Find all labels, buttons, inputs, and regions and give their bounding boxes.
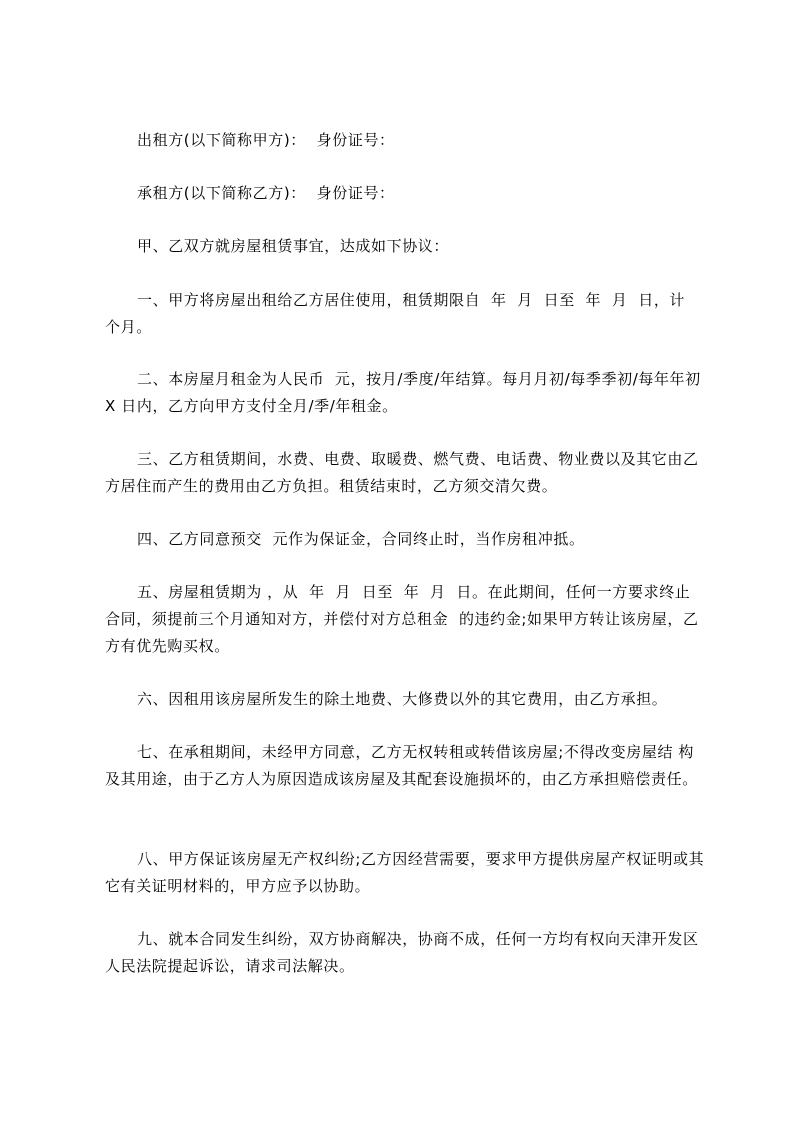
- intro-line: 甲、乙双方就房屋租赁事宜，达成如下协议：: [137, 237, 450, 255]
- clause-2: 二、本房屋月租金为人民币 元，按月/季度/年结算。每月月初/每季季初/每年年初 X 日内，乙方向甲方支付全月/季/年租金。: [105, 370, 707, 415]
- clause-9: 九、就本合同发生纠纷，双方协商解决，协商不成，任何一方均有权向天津开发区人民法院提起诉讼，请求司法解决。: [105, 930, 699, 975]
- clause-1: 一、甲方将房屋出租给乙方居住使用，租赁期限自 年 月 日至 年 月 日，计 个月。: [105, 291, 691, 336]
- clause-7: 七、在承租期间，未经甲方同意，乙方无权转租或转借该房屋;不得改变房屋结 构及其用途，由于乙方人为原因造成该房屋及其配套设施损坏的，由乙方承担赔偿责任。: [105, 743, 698, 788]
- clause-3: 三、乙方租赁期间，水费、电费、取暖费、燃气费、电话费、物业费以及其它由乙方居住而产生的费用由乙方负担。租赁结束时，乙方须交清欠费。: [105, 450, 699, 495]
- clause-8: 八、甲方保证该房屋无产权纠纷;乙方因经营需要，要求甲方提供房屋产权证明或其它有关证明材料的，甲方应予以协助。: [105, 850, 705, 895]
- clause-4: 四、乙方同意预交 元作为保证金，合同终止时，当作房租冲抵。: [137, 530, 585, 548]
- lessor-line: 出租方(以下简称甲方)： 身份证号：: [137, 131, 395, 149]
- clause-6: 六、因租用该房屋所发生的除土地费、大修费以外的其它费用，由乙方承担。: [137, 690, 668, 708]
- lessee-line: 承租方(以下简称乙方)： 身份证号：: [137, 184, 395, 202]
- clause-5: 五、房屋租赁期为 ，从 年 月 日至 年 月 日。在此期间，任何一方要求终止 合同，须提前三个月通知对方，并偿付对方总租金 的违约金;如果甲方转让该房屋，乙方有优先购买权。: [105, 583, 699, 655]
